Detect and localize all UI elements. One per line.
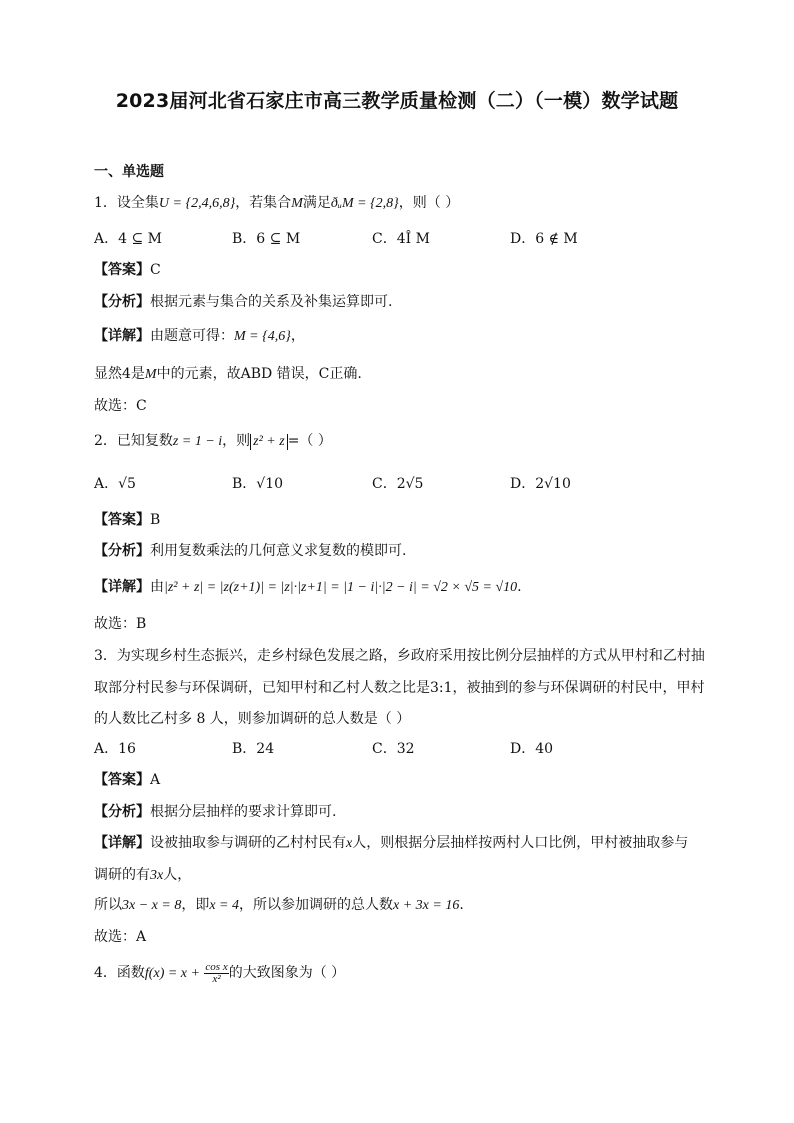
- q1-stem-part: ，若集合: [235, 195, 292, 211]
- q3-detail-part: 调研的有: [94, 867, 150, 883]
- q3-answer: [94, 771, 160, 789]
- page-title: 2023届河北省石家庄市高三教学质量检测（二）（一模）数学试题: [115, 90, 679, 112]
- q3-detail-line1: [94, 834, 688, 853]
- q3-detail-part: ，即: [181, 897, 210, 913]
- question-3-stem-line3: 的人数比乙村多 8 人，则参加调研的总人数是（ ）: [94, 711, 411, 727]
- q1-option-c: C．4Î M: [372, 231, 430, 247]
- q1-stem-part: 满足: [302, 195, 331, 211]
- q4-stem-part: 的大致图象为（ ）: [228, 965, 346, 981]
- q3-answer-value: A: [150, 772, 161, 788]
- q2-detail: [94, 578, 522, 597]
- q3-equation-1: 3x − x = 8: [122, 898, 182, 913]
- q4-fraction-numerator: cos x: [205, 960, 228, 973]
- q3-detail-part: 所以: [94, 897, 122, 913]
- q1-detail-text: 由题意可得：: [150, 328, 234, 344]
- q1-set-m: M: [291, 196, 303, 211]
- q2-answer-value: B: [150, 512, 161, 528]
- answer-tag: 【答案】: [94, 512, 150, 528]
- q4-function-lhs: f(x) = x +: [144, 966, 200, 981]
- answer-tag: 【答案】: [94, 262, 150, 278]
- q2-stem-part: ，则: [222, 433, 251, 449]
- q3-detail-part: 设被抽取参与调研的乙村村民有: [150, 835, 346, 851]
- q2-complex-z: z = 1 − i: [172, 434, 223, 449]
- q2-choice: 故选：B: [94, 616, 147, 632]
- q1-universal-set: U = {2,4,6,8}: [158, 196, 236, 211]
- q2-analysis: [94, 542, 406, 560]
- q3-detail-part: 人，: [163, 867, 192, 883]
- q3-option-d: D．40: [510, 741, 554, 757]
- q2-stem-part: 2．已知复数: [94, 433, 173, 449]
- analysis-tag: 【分析】: [94, 294, 150, 310]
- question-4-stem: [94, 960, 345, 987]
- q2-option-c: C．2√5: [372, 476, 424, 492]
- q3-analysis: [94, 803, 336, 821]
- q3-option-b: B．24: [232, 741, 275, 757]
- q1-analysis: [94, 293, 392, 311]
- q3-detail-part: 人，则根据分层抽样按两村人口比例，甲村被抽取参与: [352, 835, 689, 851]
- q3-option-a: A．16: [94, 741, 136, 757]
- q2-option-b: B．√10: [232, 476, 284, 492]
- q3-var-x: x: [346, 836, 353, 851]
- q1-choice: 故选：C: [94, 398, 147, 414]
- q2-option-a: A．√5: [94, 476, 136, 492]
- question-3-stem-line2: 取部分村民参与环保调研，已知甲村和乙村人数之比是3:1，被抽到的参与环保调研的村民中，甲村: [94, 680, 705, 696]
- q3-option-c: C．32: [372, 741, 415, 757]
- section-heading: 一、单选题: [94, 164, 164, 180]
- question-3-stem-line1: 3．为实现乡村生态振兴，走乡村绿色发展之路，乡政府采用按比例分层抽样的方式从甲村和乙村抽: [94, 648, 705, 664]
- q1-answer-value: C: [150, 262, 161, 278]
- q1-stem-part: 1．设全集: [94, 195, 159, 211]
- analysis-tag: 【分析】: [94, 543, 150, 559]
- q1-stem-part: ，则（ ）: [398, 195, 460, 211]
- q4-fraction-denominator: x²: [212, 972, 221, 985]
- q1-line2-part: 中的元素，故ABD 错误，C正确.: [156, 366, 362, 382]
- q2-stem-part: =（ ）: [287, 433, 332, 449]
- q3-choice: 故选：A: [94, 929, 147, 945]
- q3-equation-3: x + 3x = 16: [393, 898, 460, 913]
- q4-stem-part: 4．函数: [94, 965, 145, 981]
- q3-analysis-text: 根据分层抽样的要求计算即可.: [150, 804, 337, 820]
- q1-detail-line2: [94, 365, 362, 384]
- q1-line2-part: 显然4是: [94, 366, 145, 382]
- q4-fraction: [204, 962, 228, 985]
- detail-tag: 【详解】: [94, 328, 150, 344]
- q1-option-a: A．4 ⊆ M: [94, 231, 162, 247]
- q2-detail-expr: |z² + z| = |z(z+1)| = |z|·|z+1| = |1 − i|·|2 − i| = √2 × √5 = √10: [164, 580, 518, 595]
- detail-tag: 【详解】: [94, 579, 150, 595]
- q1-analysis-text: 根据元素与集合的关系及补集运算即可.: [150, 294, 393, 310]
- analysis-tag: 【分析】: [94, 804, 150, 820]
- q2-abs-expr: z² + z: [250, 434, 288, 450]
- question-1-stem: [94, 194, 459, 213]
- q1-detail-end: ，: [290, 328, 305, 344]
- q2-detail-end: .: [517, 579, 522, 595]
- q3-detail-line2: [94, 866, 191, 885]
- q1-option-d: D．6 ∉ M: [510, 231, 578, 247]
- q1-line2-set: M: [144, 367, 157, 382]
- q3-equation-2: x = 4: [209, 898, 239, 913]
- q2-answer: [94, 511, 160, 529]
- answer-tag: 【答案】: [94, 772, 150, 788]
- detail-tag: 【详解】: [94, 835, 150, 851]
- q1-answer: [94, 261, 161, 279]
- q3-expr-3x: 3x: [150, 868, 164, 883]
- q1-detail: [94, 327, 305, 346]
- q1-complement-condition: ðᵤM = {2,8}: [330, 196, 399, 211]
- q3-detail-line3: [94, 896, 464, 915]
- q2-detail-text: 由: [150, 579, 164, 595]
- q2-analysis-text: 利用复数乘法的几何意义求复数的模即可.: [150, 543, 407, 559]
- q1-option-b: B．6 ⊆ M: [232, 231, 301, 247]
- q1-detail-expr: M = {4,6}: [234, 329, 291, 344]
- q2-option-d: D．2√10: [510, 476, 571, 492]
- q3-detail-part: .: [459, 897, 464, 913]
- q3-detail-part: ，所以参加调研的总人数: [239, 897, 393, 913]
- question-2-stem: [94, 432, 332, 451]
